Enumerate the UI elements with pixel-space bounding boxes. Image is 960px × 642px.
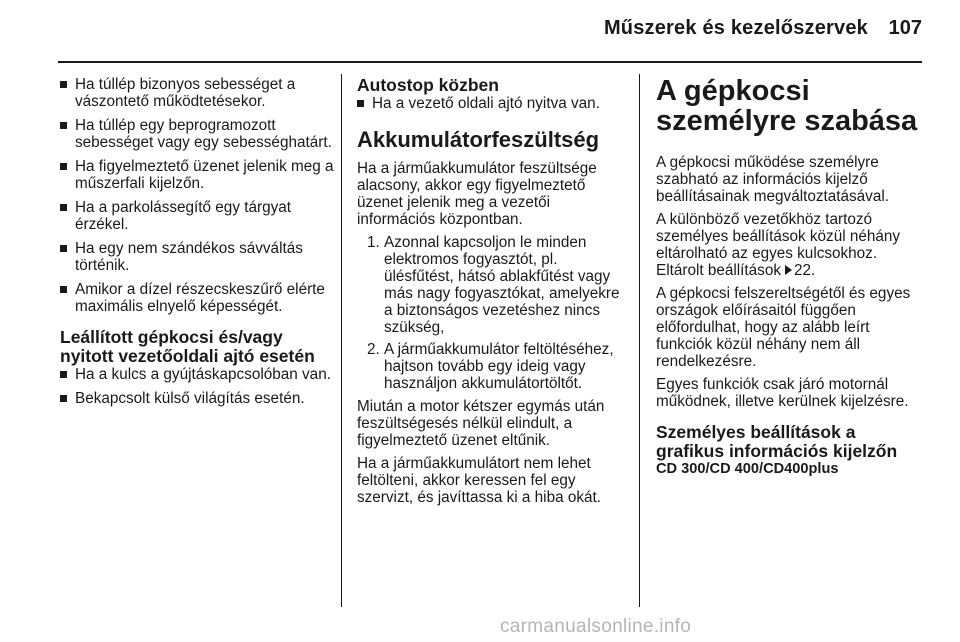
list-item: Ha egy nem szándékos sávváltás történik. [60,240,335,274]
list-item: Ha a parkolássegítő egy tárgyat érzékel. [60,199,335,233]
square-bullet-icon [60,371,67,378]
page-header [0,0,960,62]
list-item: Bekapcsolt külső világítás esetén. [60,390,335,407]
list-item: 2. A járműakkumulátor feltöltéséhez, hajtson tovább egy ideig vagy használjon akkumulátortöltőt. [367,341,614,392]
autostop-conditions-list [357,95,627,112]
list-item: Ha figyelmeztető üzenet jelenik meg a műszerfali kijelzőn. [60,158,335,192]
paragraph: Ha a járműakkumulátort nem lehet feltölteni, akkor keressen fel egy szervizt, és javíttassa ki a hiba okát. [357,455,602,506]
list-item: Amikor a dízel részecskeszűrő elérte maximális elnyelő képességét. [60,281,335,315]
page-reference-link[interactable]: 22. [794,262,816,279]
list-item: Ha túllép egy beprogramozott sebességet vagy egy sebességhatárt. [60,117,335,151]
steps-list [357,234,627,392]
list-item: 1. Azonnal kapcsoljon le minden elektromos fogyasztót, pl. ülésfűtést, hátsó ablakfűtést vagy más nagy fogyasztókat, amelyekre a biztonságos vezetéshez nincs szükség, [367,234,620,336]
list-item: Ha túllép bizonyos sebességet a vászontető működtetésekor. [60,76,335,110]
square-bullet-icon [60,81,67,88]
parked-conditions-list [60,366,335,407]
section-heading: Autostop közben [357,75,499,95]
list-item: Ha a vezető oldali ajtó nyitva van. [357,95,627,112]
paragraph: Egyes funkciók csak járó motornál működnek, illetve kerülnek kijelzésre. [656,376,909,410]
paragraph: A különböző vezetőkhöz tartozó személyes beállítások közül néhány eltárolható az egyes kulcsokhoz. Eltárolt beállítások 22. [656,211,901,279]
square-bullet-icon [60,163,67,170]
section-title: Akkumulátorfeszültség [357,127,600,152]
watermark: carmanualsonline.info [500,616,692,637]
square-bullet-icon [60,204,67,211]
square-bullet-icon [60,245,67,252]
paragraph: A gépkocsi felszereltségétől és egyes országok előírásaitól függően előfordulhat, hogy az alább leírt funkciók közül néhány nem áll rendelkezésre. [656,285,911,370]
column-left [60,76,335,414]
header-divider [58,61,922,63]
subsection-heading: CD 300/CD 400/CD400plus [656,461,839,477]
paragraph: A gépkocsi működése személyre szabható az információs kijelző beállításainak megváltoztatásával. [656,154,889,205]
column-middle [357,76,627,512]
column-right [656,76,926,477]
list-item: Ha a kulcs a gyújtáskapcsolóban van. [60,366,335,383]
section-heading: Személyes beállítások a grafikus információs kijelzőn [656,422,898,461]
chapter-title: Műszerek és kezelőszervek [603,17,868,39]
warning-conditions-list [60,76,335,315]
page-number: 107 [888,17,922,39]
column-divider-left [341,74,342,607]
paragraph: Ha a járműakkumulátor feszültsége alacsony, akkor egy figyelmeztető üzenet jelenik meg a vezetői információs központban. [357,160,597,228]
square-bullet-icon [60,122,67,129]
section-heading: Leállított gépkocsi és/vagy nyitott vezetőoldali ajtó esetén [60,327,315,366]
chapter-section-title: A gépkocsi személyre szabása [656,75,918,137]
column-divider-right [639,74,640,607]
square-bullet-icon [60,286,67,293]
square-bullet-icon [357,100,364,107]
page-reference-arrow-icon [785,265,792,275]
square-bullet-icon [60,395,67,402]
paragraph: Miután a motor kétszer egymás után feszültségesés nélkül elindult, a figyelmeztető üzenet eltűnik. [357,398,605,449]
